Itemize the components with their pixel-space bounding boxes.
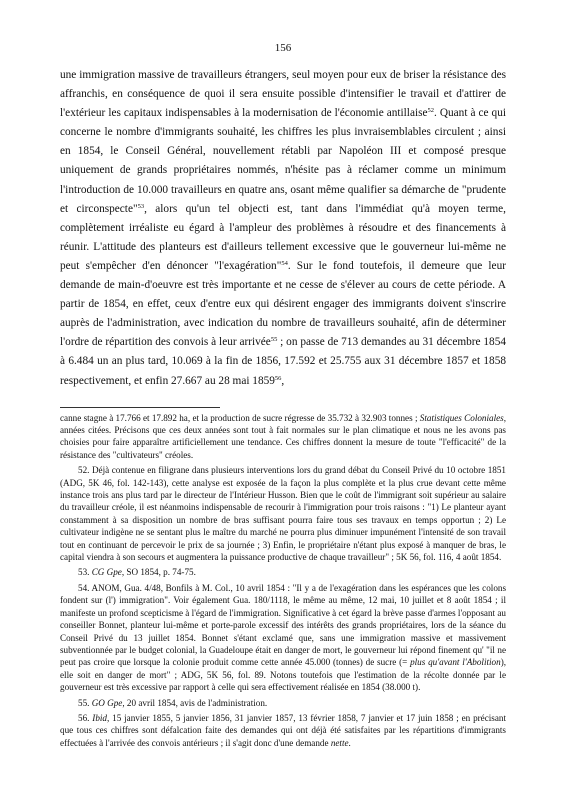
footnote-54: 54. ANOM, Gua. 4/48, Bonfils à M. Col., 10 avril 1854 : "Il y a de l'exagération dans les espérances que les colons fondent sur (l') immigration". Voir également Gua. 180/1118, le même au même, 12 mai, 10 juillet et 8 août 1854 ; il manifeste un profond scepticisme à l'égard de l'immigration. Significative à cet égard la brève passe d'armes l'opposant au conseiller Bonnet, planteur lui-même et porte-parole excessif des intérêts des grands propriétaires, lors de la séance du Conseil Privé du 13 juillet 1854. Bonnet s'étant exclamé que, sans une immigration massive et massivement subventionnée par le budget colonial, la Guadeloupe était en danger de mort, le gouverneur lui répond finement qu' "il ne peut pas croire que lorsque la colonie produit comme cette année 45.000 (tonnes) de sucre (= plus qu'avant l'Abolition), elle soit en danger de mort" ; ADG, 5K 56, fol. 89. Notons toutefois que l'estimation de la récolte donnée par le gouverneur est très excessive par rapport à celle qui sera effectivement réalisée en 1854 (38.000 t). [60, 582, 507, 693]
body-text-segment: ; on passe de 713 demandes au 31 décembre 1854 à 6.484 un an plus tard, 10.069 à la fin de 1856, 17.592 et 25.755 aux 31 décembre 1857 et 1858 respectivement, et enfin 27.667 au 28 mai 1859 [60, 336, 506, 387]
footnote-55: 55. GO Gpe, 20 avril 1854, avis de l'administration. [78, 697, 268, 708]
footnote-53: 53. CG Gpe, SO 1854, p. 74-75. [78, 567, 196, 578]
body-text-segment: une immigration massive de travailleurs étrangers, seul moyen pour eux de briser la résistance des affranchis, en conséquence de quoi il sera ensuite possible d'intensifier le travail et d'attirer de l'extérieur les capitaux indispensables à la modernisation de l'économie antillaise [60, 69, 506, 120]
footnote-ref-52[interactable]: 52 [427, 107, 435, 115]
footnote-52: 52. Déjà contenue en filigrane dans plusieurs interventions lors du grand débat du Conseil Privé du 10 octobre 1851 (ADG, 5K 46, fol. 142-143), cette analyse est exposée de la façon la plus complète et la plus crue devant cette même instance trois ans plus tard par le directeur de l'Intérieur Husson. Bien que le coût de l'immigrant soit supérieur au salaire du travailleur créole, il est néanmoins indispensable de recourir à l'immigration pour trois raisons : "1) Le planteur ayant constamment à sa disposition un nombre de bras suffisant pourra faire tous ses travaux en temps opportun ; 2) Le cultivateur indigène ne se sentant plus le maître du marché ne pourra plus diminuer impunément l'intensité de son travail tout en continuant de percevoir le prix de sa journée ; 3) Enfin, le propriétaire n'étant plus exposé à manquer de bras, le capital viendra à son secours et augmentera la puissance productive de chaque travailleur" ; 5K 56, fol. 116, 4 août 1854. [60, 465, 506, 563]
body-paragraph [60, 66, 506, 391]
document-page [60, 0, 506, 749]
main-text [60, 66, 506, 391]
footnote-56: 56. Ibid, 15 janvier 1855, 5 janvier 1856, 31 janvier 1857, 13 février 1858, 7 janvier et 17 juin 1858 ; en précisant que tous ces chiffres sont défalcation faite des demandes qui ont déjà été satisfaites par les répartitions d'immigrants effectuées à l'arrivée des convois antérieurs ; il s'agit donc d'une demande nette. [60, 712, 507, 748]
footnote-separator [60, 407, 220, 408]
footnote-ref-56[interactable]: 56 [274, 374, 282, 382]
body-text-segment: , alors qu'un tel objecti est, tant dans l'immédiat qu'à moyen terme, complètement irréaliste eu égard à l'ampleur des problèmes à résoudre et des financements à réunir. L'attitude des planteurs est d'ailleurs tellement excessive que le gouverneur lui-même ne peut s'empêcher d'en dénoncer "l'exagération" [60, 202, 506, 272]
footnotes [60, 412, 506, 750]
footnote-ref-54[interactable]: 54 [281, 259, 288, 267]
body-text-segment: . Quant à ce qui concerne le nombre d'immigrants souhaité, les chiffres les plus invraisemblables circulent ; ainsi en 1854, le Conseil Général, nouvellement rétabli par Napoléon III et composé presque uniquement de grands propriétaires nommés, n'hésite pas à réclamer comme un minimum l'introduction de 10.000 travailleurs en quatre ans, osant même qualifier sa démarche de "prudente et circonspecte" [60, 107, 506, 215]
page-number: 156 [274, 42, 292, 54]
footnote-ref-55[interactable]: 55 [270, 336, 278, 344]
body-text-segment: . Sur le fond toutefois, il demeure que leur demande de main-d'oeuvre est très importante et ne cesse de s'élever au cours de cette période. A partir de 1854, en effet, ceux d'entre eux qui désirent engager des immigrants doivent s'inscrire auprès de l'administration, avec indication du nombre de travailleurs souhaité, afin de déterminer l'ordre de répartition des convois à leur arrivée [60, 259, 506, 349]
footnote-continuation: canne stagne à 17.766 et 17.892 ha, et la production de sucre régresse de 35.732 à 32.903 tonnes ; Statistiques Coloniales, années citées. Précisons que ces deux années sont tout à fait normales sur le plan climatique et nous ne les avons pas choisies pour faire apparaître artificiellement une tendance. Ces chiffres donnent la mesure de toute "l'efficacité" de la résistance des "cultivateurs" créoles. [60, 412, 506, 460]
body-text-segment: , [281, 374, 285, 387]
footnote-ref-53[interactable]: 53 [137, 202, 145, 210]
